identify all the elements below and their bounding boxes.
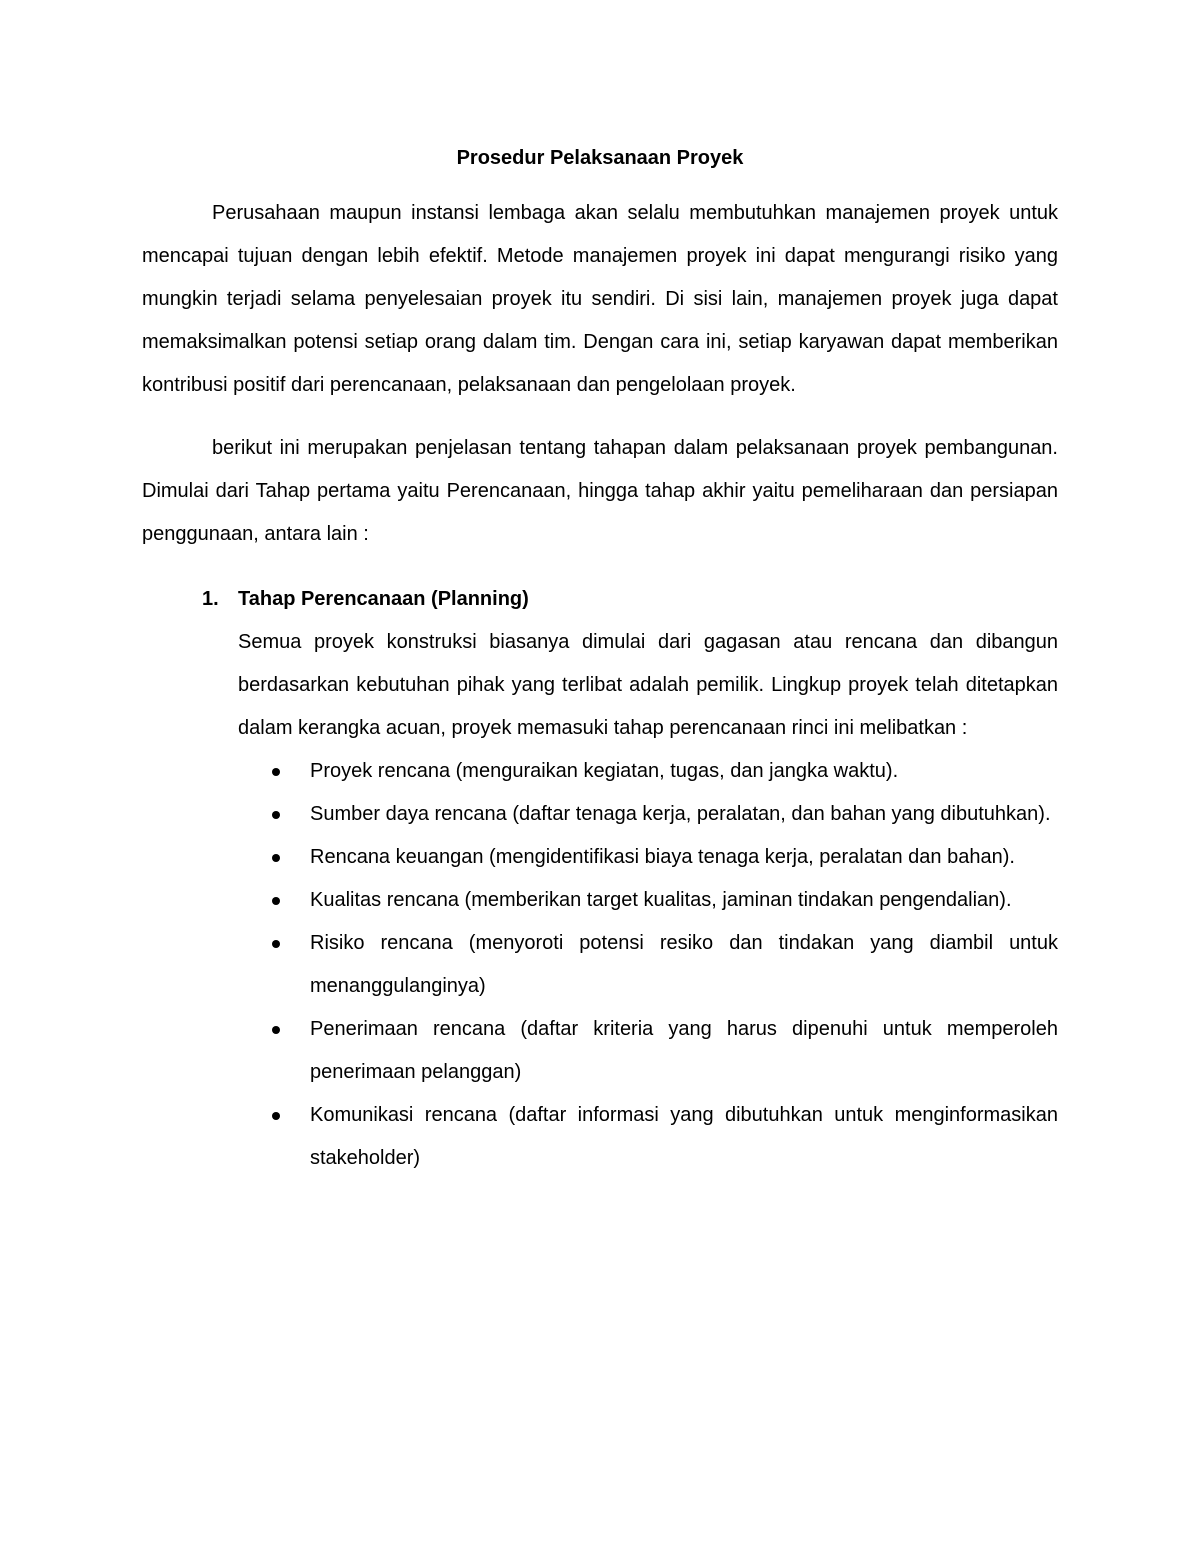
list-item: [310, 1008, 1058, 1094]
list-item-text: Penerimaan rencana (daftar kriteria yang harus dipenuhi untuk memperoleh penerimaan pelanggan): [310, 1018, 1058, 1083]
list-item: [310, 836, 1058, 879]
document-content: [142, 140, 1058, 1180]
bullet-icon: [272, 897, 280, 905]
section-body: Semua proyek konstruksi biasanya dimulai dari gagasan atau rencana dan dibangun berdasarkan kebutuhan pihak yang terlibat adalah pemilik. Lingkup proyek telah ditetapkan dalam kerangka acuan, proyek memasuki tahap perencanaan rinci ini melibatkan :: [238, 631, 1058, 739]
list-item-text: Proyek rencana (menguraikan kegiatan, tugas, dan jangka waktu).: [310, 760, 899, 782]
stages-intro-paragraph: berikut ini merupakan penjelasan tentang tahapan dalam pelaksanaan proyek pembangunan. Dimulai dari Tahap pertama yaitu Perencanaan, hingga tahap akhir yaitu pemeliharaan dan persiapan penggunaan, antara lain :: [142, 437, 1058, 545]
section-planning: [142, 578, 1058, 1180]
bullet-icon: [272, 940, 280, 948]
section-heading: [202, 578, 1058, 621]
bullet-icon: [272, 854, 280, 862]
intro-paragraph: Perusahaan maupun instansi lembaga akan selalu membutuhkan manajemen proyek untuk mencapai tujuan dengan lebih efektif. Metode manajemen proyek ini dapat mengurangi risiko yang mungkin terjadi selama penyelesaian proyek itu sendiri. Di sisi lain, manajemen proyek juga dapat memaksimalkan potensi setiap orang dalam tim. Dengan cara ini, setiap karyawan dapat memberikan kontribusi positif dari perencanaan, pelaksanaan dan pengelolaan proyek.: [142, 202, 1058, 396]
list-item: [310, 922, 1058, 1008]
list-item-text: Rencana keuangan (mengidentifikasi biaya tenaga kerja, peralatan dan bahan).: [310, 846, 1015, 868]
section-heading-text: Tahap Perencanaan (Planning): [238, 588, 529, 610]
list-item-text: Risiko rencana (menyoroti potensi resiko dan tindakan yang diambil untuk menanggulanginya): [310, 932, 1058, 997]
section-number: 1.: [202, 588, 219, 610]
list-item: [310, 879, 1058, 922]
bullet-icon: [272, 811, 280, 819]
document-title: Prosedur Pelaksanaan Proyek: [456, 147, 744, 169]
list-item: [310, 750, 1058, 793]
list-item-text: Komunikasi rencana (daftar informasi yang dibutuhkan untuk menginformasikan stakeholder): [310, 1104, 1058, 1169]
bullet-icon: [272, 1026, 280, 1034]
list-item-text: Kualitas rencana (memberikan target kualitas, jaminan tindakan pengendalian).: [310, 889, 1012, 911]
list-item-text: Sumber daya rencana (daftar tenaga kerja, peralatan, dan bahan yang dibutuhkan).: [310, 803, 1051, 825]
planning-bullet-list: [238, 750, 1058, 1180]
bullet-icon: [272, 768, 280, 776]
list-item: [310, 793, 1058, 836]
list-item: [310, 1094, 1058, 1180]
bullet-icon: [272, 1112, 280, 1120]
